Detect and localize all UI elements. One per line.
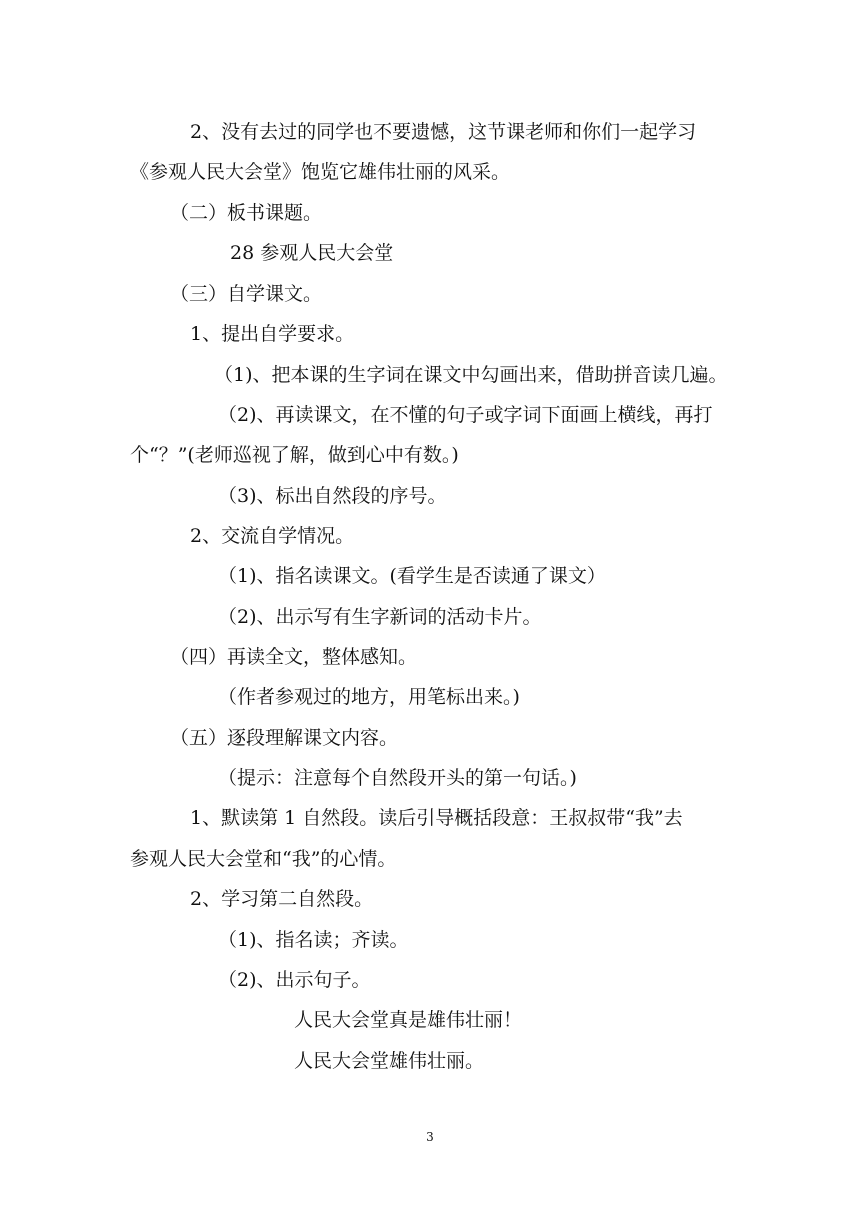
example-sentence-1: 人民大会堂真是雄伟壮丽！ [294, 1009, 523, 1031]
text-line-9: 个“？”(老师巡视了解，做到心中有数。) [130, 444, 459, 466]
text-line-10: （3)、标出自然段的序号。 [218, 485, 447, 507]
text-line-12: （1)、指名读课文。(看学生是否读通了课文） [218, 565, 606, 587]
text-line-11: 2、交流自学情况。 [190, 525, 355, 547]
section-heading-5: （五）逐段理解课文内容。 [170, 727, 399, 749]
text-line-18: 1、默读第 1 自然段。读后引导概括段意：王叔叔带“我”去 [190, 807, 683, 829]
text-line-7: （1)、把本课的生字词在课文中勾画出来，借助拼音读几遍。 [214, 364, 728, 386]
text-line-21: （1)、指名读；齐读。 [218, 929, 409, 951]
text-line-19: 参观人民大会堂和“我”的心情。 [130, 848, 397, 870]
text-line-6: 1、提出自学要求。 [190, 323, 355, 345]
text-line-2: 《参观人民大会堂》饱览它雄伟壮丽的风采。 [130, 161, 511, 183]
text-line-8: （2)、再读课文，在不懂的句子或字词下面画上横线，再打 [218, 404, 713, 426]
section-heading-3: （三）自学课文。 [170, 283, 323, 305]
text-line-13: （2)、出示写有生字新词的活动卡片。 [218, 606, 542, 628]
text-line-22: （2)、出示句子。 [218, 969, 371, 991]
section-heading-4: （四）再读全文，整体感知。 [170, 646, 418, 668]
page-number: 3 [426, 1130, 434, 1144]
text-line-17: （提示：注意每个自然段开头的第一句话。) [218, 767, 577, 789]
section-heading-2: （二）板书课题。 [170, 202, 323, 224]
text-line-20: 2、学习第二自然段。 [190, 888, 374, 910]
example-sentence-2: 人民大会堂雄伟壮丽。 [294, 1050, 485, 1072]
text-line-1: 2、没有去过的同学也不要遗憾，这节课老师和你们一起学习 [190, 121, 697, 143]
text-line-15: （作者参观过的地方，用笔标出来。) [218, 686, 520, 708]
lesson-title: 28 参观人民大会堂 [230, 242, 394, 264]
